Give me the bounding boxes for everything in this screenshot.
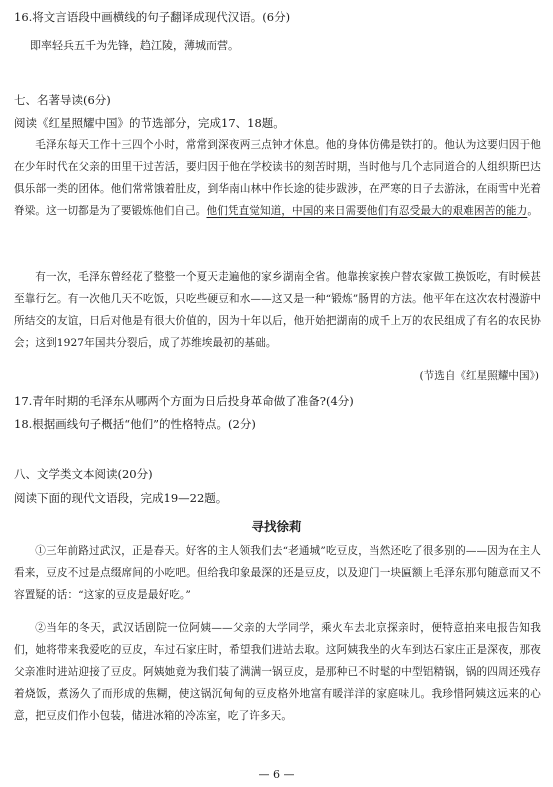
passage-paragraph-1 (14, 134, 541, 222)
page-number: — 6 — (258, 768, 295, 781)
article-title: 寻找徐莉 (251, 519, 302, 534)
article-paragraph-1: ①三年前路过武汉，正是春天。好客的主人领我们去“老通城”吃豆皮，当然还吃了很多别的——因为在主人看来，豆皮不过是点缀席间的小吃吧。但给我印象最深的还是豆皮，以及迎门一块匾额上毛泽东那句随意而又不容置疑的话：“这家的豆皮是最好吃。” (14, 545, 541, 602)
section-7-instruction: 阅读《红星照耀中国》的节选部分，完成17、18题。 (14, 116, 285, 130)
passage-paragraph-1-end: 。 (527, 205, 539, 218)
question-18: 18.根据画线句子概括“他们”的性格特点。(2分) (14, 417, 256, 431)
passage-source: (节选自《红星照耀中国》) (419, 370, 539, 382)
section-7-heading: 七、名著导读(6分) (14, 93, 111, 107)
question-16: 16.将文言语段中画横线的句子翻译成现代汉语。(6分) (14, 10, 291, 24)
question-17: 17.青年时期的毛泽东从哪两个方面为日后投身革命做了准备?(4分) (14, 394, 354, 408)
article-paragraph-2: ②当年的冬天，武汉话剧院一位阿姨——父亲的大学同学，乘火车去北京探亲时，便特意拍来电报告知我们，她将带来我爱吃的豆皮，车过石家庄时，希望我们进站去取。这阿姨我坐的火车到达石家庄正是深夜，那夜父亲准时进站迎接了豆皮。阿姨她竟为我们装了满满一锅豆皮，是那种已不时髦的中型铝精锅，锅的四周还残存着烧饭，煮汤久了而形成的焦糊，使这锅沉甸甸的豆皮格外地富有暖洋洋的家庭味儿。我珍惜阿姨这远来的心意，把豆皮们作小包装，储进冰箱的冷冻室，吃了许多天。 (14, 622, 541, 723)
passage-paragraph-2: 有一次，毛泽东曾经花了整整一个夏天走遍他的家乡湖南全省。他靠挨家挨户替农家做工换饭吃，有时候甚至靠行乞。有一次他几天不吃饭，只吃些硬豆和水——这又是一种“锻炼”肠胃的方法。他平年在这次农村漫游中所结交的友谊，日后对他是有很大价值的，因为十年以后，他开始把湖南的成千上万的农民组成了有名的农民协会；这到1927年国共分裂后，成了苏维埃最初的基础。 (14, 271, 541, 350)
question-16-sentence: 即率轻兵五千为先锋，趋江陵，薄城而营。 (30, 39, 239, 52)
section-8-heading: 八、文学类文本阅读(20分) (14, 467, 153, 481)
underlined-sentence: 他们凭直觉知道，中国的来日需要他们有忍受最大的艰难困苦的能力 (206, 205, 528, 218)
section-8-instruction: 阅读下面的现代文语段，完成19—22题。 (14, 491, 228, 505)
passage-paragraph-1-text: 毛泽东每天工作十三四个小时，常常到深夜两三点钟才休息。他的身体仿佛是铁打的。他认为这要归因于他在少年时代在父亲的田里干过苦活，要归因于他在学校读书的刻苦时期，当时他与几个志同道合的人组织斯巴达俱乐部一类的团体。他们常常饿着肚皮，到华南山林中作长途的徒步跋涉，在严寒的日子去游泳，在雨雪中光着脊梁。这一切都是为了要锻炼他们自己。 (14, 139, 541, 218)
